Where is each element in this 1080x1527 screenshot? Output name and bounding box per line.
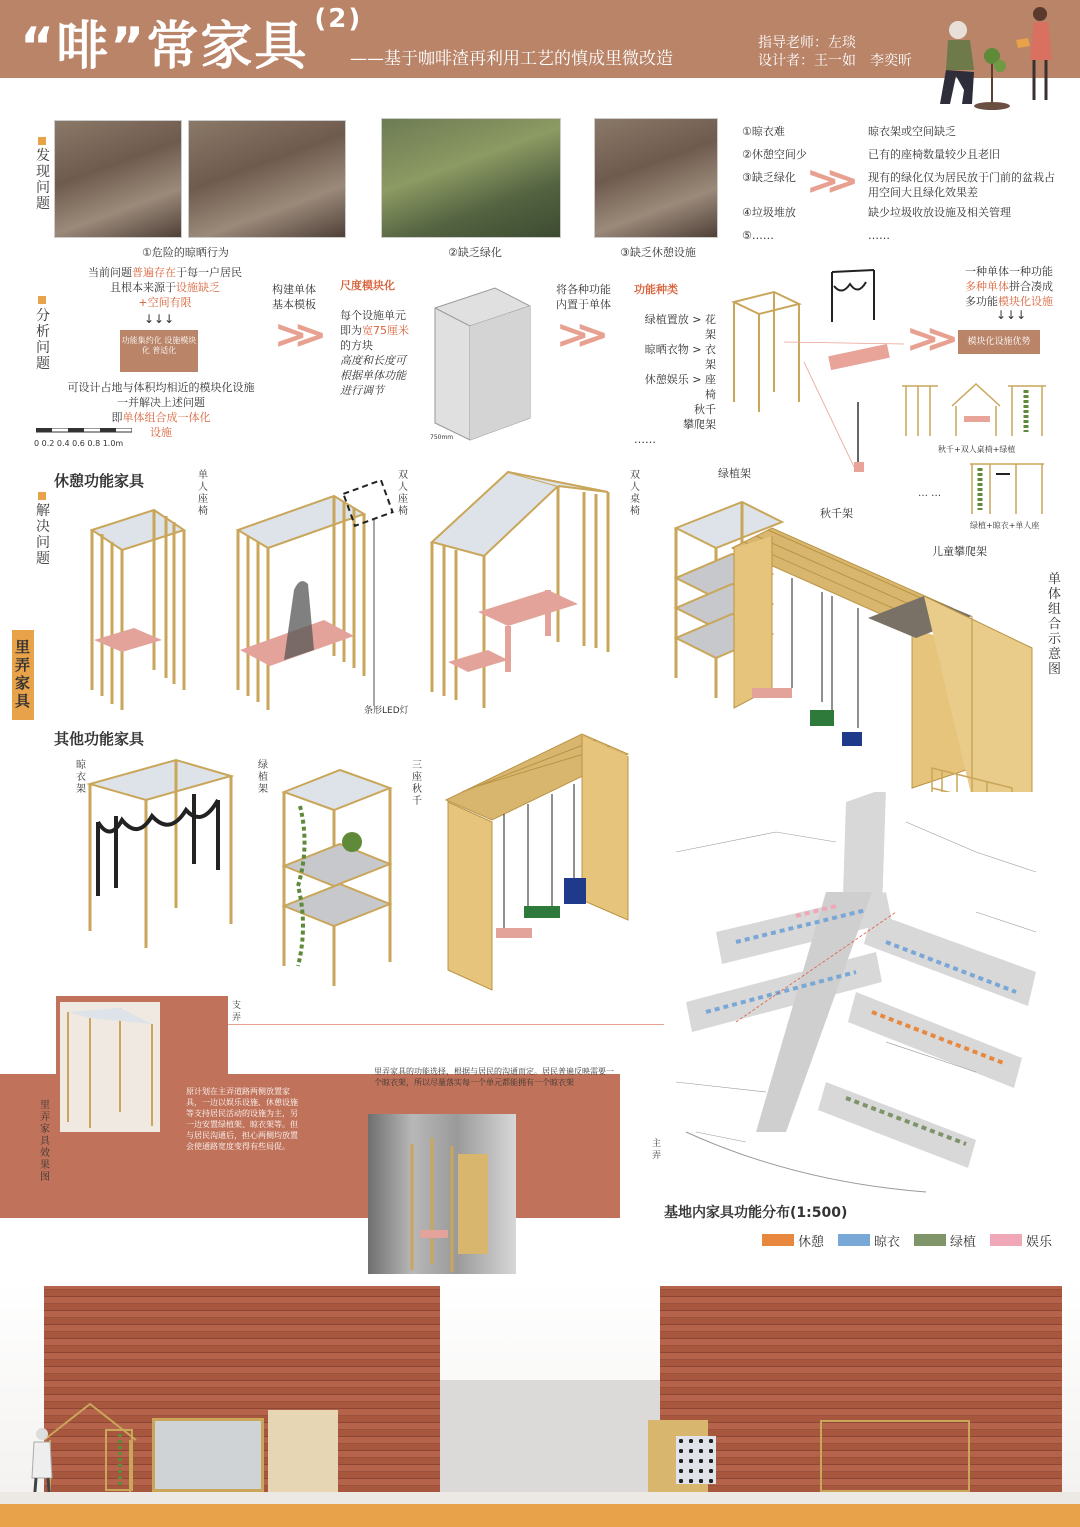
ground-strip (0, 1504, 1080, 1527)
section-label-solve: 解决问题 (36, 503, 50, 567)
effect-unit-overlay (406, 1134, 496, 1274)
section-bullet-icon (38, 492, 46, 500)
legend-swatch-laundry (838, 1234, 870, 1246)
problem-2: ②休憩空间少 (742, 148, 807, 161)
section-label-analyze: 分析问题 (36, 308, 50, 372)
photo-rest (594, 118, 718, 238)
legend-swatch-green (914, 1234, 946, 1246)
legend-label-laundry: 晾衣 (874, 1234, 901, 1250)
problem-desc-5: …… (868, 229, 890, 242)
double-seat-unit (234, 480, 394, 715)
module-desc: 每个设施单元 即为宽75厘米 的方块 高度和长度可 根据单体功能 进行调节 (340, 309, 409, 397)
elevation-frame-unit (820, 1420, 970, 1492)
poster-title: “啡”常家具 $^{(2)}$ (20, 4, 363, 77)
chevron-right-icon: >> (906, 316, 946, 362)
label-led: 条形LED灯 (364, 706, 409, 716)
problem-1: ①晾衣难 (742, 125, 785, 138)
title-number: (2) (314, 4, 363, 34)
site-map-legend (762, 1232, 1062, 1248)
effect-desc-left: 原计划在主弄道路两侧放置家具，一边以娱乐设施、休憩设施等支持居民活动的设施为主，另一边安置绿植架、晾衣架等。但与居民沟通后，担心两侧均放置会使通路宽度变得有些局促。 (186, 1087, 298, 1151)
designer-credit: 设计者：王一如 李奕昕 (758, 53, 912, 69)
effect-title: 里弄家具效果图 (40, 1100, 50, 1183)
analysis-conclusion: 可设计占地与体积均相近的模块化设施 一并解决上述问题 即单体组合成一体化 设施 (67, 381, 255, 439)
analysis-box: 功能集约化 设施模块化 普适化 (120, 330, 198, 372)
label-plant: 绿植架 (258, 760, 268, 795)
other-furniture-title: 其他功能家具 (54, 730, 145, 748)
section-bullet-icon (38, 296, 46, 304)
combo-diagram-title: 单体组合示意图 (1048, 572, 1062, 677)
problem-3: ③缺乏绿化 (742, 171, 796, 184)
problem-desc-1: 晾衣架或空间缺乏 (868, 125, 956, 138)
clothes-rack-unit (86, 756, 236, 951)
combo-desc: 一种单体一种功能 多种单体拼合凑成 多功能模块化设施 (965, 265, 1053, 308)
caption-laundry: ①危险的晾晒行为 (142, 246, 229, 259)
effect-rack-render (60, 1002, 160, 1132)
module-dim-label: 750mm (430, 434, 454, 441)
legend-swatch-play (990, 1234, 1022, 1246)
label-branch-lane: 支弄 (232, 1001, 242, 1023)
combo-label-2: 绿植+晾衣+单人座 (970, 521, 1040, 530)
combo-diagram-1 (898, 376, 1050, 440)
scale-bar (36, 428, 132, 436)
label-main-lane: 主弄 (652, 1139, 662, 1161)
step2-label: 将各种功能内置于单体 (556, 283, 611, 311)
scale-bar-label: 0 0.2 0.4 0.6 0.8 1.0m (34, 439, 124, 448)
caption-greenery: ②缺乏绿化 (448, 246, 502, 259)
residents-illustration (930, 0, 1070, 112)
chevron-right-icon: >> (556, 312, 596, 358)
elevation-glass-unit (152, 1418, 264, 1492)
double-table-unit (428, 462, 614, 712)
ellipsis: … … (918, 488, 942, 499)
label-single-seat: 单人座椅 (198, 470, 208, 517)
photo-laundry-1 (54, 120, 182, 238)
sidewalk (0, 1492, 1080, 1504)
problem-desc-3: 现有的绿化仅为居民放于门前的盆栽占用空间大且绿化效果差 (868, 171, 1055, 199)
photo-greenery (381, 118, 561, 238)
legend-swatch-rest (762, 1234, 794, 1246)
label-rack: 晾衣架 (76, 760, 86, 795)
combo-part-swing: 秋千架 (820, 507, 853, 520)
problem-4: ④垃圾堆放 (742, 206, 796, 219)
branch-line (228, 1024, 664, 1025)
site-plan-map (676, 792, 1048, 1204)
teacher-credit: 指导老师：左琰 (758, 35, 856, 51)
step1-label: 构建单体基本模板 (272, 283, 316, 311)
function-units-diagram (724, 262, 914, 478)
label-double-table: 双人桌椅 (630, 470, 640, 517)
legend-label-rest: 休憩 (798, 1234, 825, 1250)
poster-subtitle: ——基于咖啡渣再利用工艺的慎成里微改造 (350, 49, 673, 69)
problem-desc-2: 已有的座椅数量较少且老旧 (868, 148, 1000, 161)
photo-laundry-2 (188, 120, 346, 238)
down-arrows-icon: ↓↓↓ (996, 308, 1027, 322)
effect-desc-right: 里弄家具的功能选择，根据与居民的沟通而定。居民普遍反映需要一个晾衣架，所以尽量落实每一个单元都能拥有一个晾衣架 (374, 1067, 614, 1087)
function-title: 功能种类 (634, 283, 678, 296)
elevation-shelf-unit (268, 1410, 338, 1492)
site-map-title: 基地内家具功能分布(1:500) (664, 1205, 848, 1221)
legend-label-green: 绿植 (950, 1234, 977, 1250)
down-arrows-icon: ↓↓↓ (144, 312, 175, 326)
label-swing3: 三座秋千 (412, 760, 422, 807)
chevron-right-icon: >> (806, 158, 846, 204)
module-box-diagram (425, 278, 537, 443)
caption-rest: ③缺乏休憩设施 (620, 246, 696, 259)
combo-part-green: 绿植架 (718, 467, 751, 480)
function-list: 绿植置放 > 花架 晾晒衣物 > 衣架 休憩娱乐 > 座椅 秋千 攀爬架 …… (634, 313, 716, 446)
chevron-right-icon: >> (274, 312, 314, 358)
combo-part-climb: 儿童攀爬架 (932, 545, 987, 558)
section-label-discover: 发现问题 (36, 148, 50, 212)
label-double-seat: 双人座椅 (398, 470, 408, 517)
single-seat-unit (84, 500, 194, 715)
combo-label-1: 秋千+双人桌椅+绿植 (938, 445, 1016, 454)
combo-box: 模块化设施优势 (958, 330, 1040, 354)
module-title: 尺度模块化 (340, 279, 395, 292)
plant-shelf-unit (280, 766, 396, 991)
section-label-lilong: 里弄家具 (15, 638, 31, 710)
lane-gap (440, 1380, 660, 1492)
triple-swing-unit (442, 730, 632, 992)
problem-5: ⑤…… (742, 229, 774, 242)
rest-furniture-title: 休憩功能家具 (54, 472, 145, 490)
legend-label-play: 娱乐 (1026, 1234, 1053, 1250)
elevation-dot-panel (676, 1436, 716, 1484)
problem-desc-4: 缺少垃圾收放设施及相关管理 (868, 206, 1011, 219)
analysis-issue: 当前问题普遍存在于每一户居民 且根本来源于设施缺乏 +空间有限 (88, 266, 242, 309)
section-bullet-icon (38, 137, 46, 145)
